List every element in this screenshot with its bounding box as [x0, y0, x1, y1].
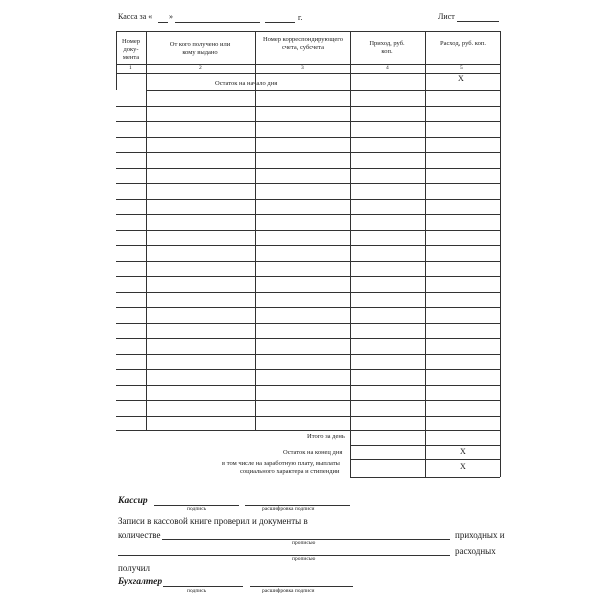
- table-row-line: [116, 121, 500, 122]
- salary-bottom: [350, 477, 500, 478]
- cash-date-quote: »: [169, 12, 173, 21]
- accountant-decoding-line[interactable]: [250, 586, 353, 587]
- table-row-line: [116, 137, 500, 138]
- col-divider-4: [425, 31, 426, 477]
- col-divider-2: [255, 31, 256, 430]
- table-left-border-header: [116, 31, 117, 90]
- table-row-line: [116, 168, 500, 169]
- outgoing-in-words-caption: прописью: [292, 556, 316, 562]
- col-account-text: Номер корреспондирующего счета, субсчета: [262, 36, 344, 51]
- accountant-signature-caption: подпись: [187, 588, 207, 594]
- sheet-label: Лист: [438, 12, 455, 21]
- table-row-line: [116, 385, 500, 386]
- col-expense-header: [440, 40, 486, 48]
- table-row-line: [116, 416, 500, 417]
- table-row-line: [116, 261, 500, 262]
- table-right-border: [500, 31, 501, 477]
- day-total-bottom: [350, 445, 500, 446]
- closing-balance-bottom: [350, 459, 500, 460]
- day-field[interactable]: [158, 22, 168, 23]
- numbers-separator: [116, 73, 500, 74]
- table-row-line: [116, 245, 500, 246]
- table-row-line: [116, 230, 500, 231]
- table-row-line: [116, 106, 500, 107]
- opening-balance-label: Остаток на начало дня: [215, 80, 278, 87]
- cash-date-prefix: Касса за «: [118, 12, 153, 21]
- table-row-line: [116, 292, 500, 293]
- totals-top-border: [116, 430, 500, 431]
- col-number-5: 5: [460, 65, 463, 71]
- col-account-header: [256, 36, 350, 52]
- year-field[interactable]: [265, 22, 295, 23]
- col-expense-text: Расход, руб. коп.: [440, 40, 486, 47]
- table-row-line: [116, 276, 500, 277]
- cashier-label: Кассир: [118, 496, 148, 506]
- accountant-signature-line[interactable]: [163, 586, 243, 587]
- col-divider-3: [350, 31, 351, 477]
- table-row-line: [146, 90, 500, 91]
- col-number-3: 3: [301, 65, 304, 71]
- col-income-text: Приход, руб. коп.: [369, 40, 405, 55]
- quantity-label: количестве: [118, 530, 161, 540]
- incoming-in-words-caption: прописью: [292, 540, 316, 546]
- accountant-decoding-caption: расшифровка подписи: [262, 588, 315, 594]
- col-doc-number-header: [116, 38, 146, 62]
- salary-mark: X: [460, 462, 466, 471]
- col-income-header: [364, 40, 410, 56]
- table-row-line: [116, 214, 500, 215]
- year-suffix: г.: [298, 13, 303, 22]
- col-doc-number-text: Номер доку-мента: [121, 38, 141, 61]
- col-number-4: 4: [386, 65, 389, 71]
- month-field[interactable]: [175, 22, 260, 23]
- table-row-line: [116, 354, 500, 355]
- col-from-whom-text: От кого получено или кому выдано: [169, 41, 231, 56]
- salary-label-line1: в том числе на заработную плату, выплаты: [222, 460, 340, 467]
- day-total-label: Итого за день: [307, 433, 345, 440]
- table-row-line: [116, 369, 500, 370]
- outgoing-quantity-line[interactable]: [118, 555, 450, 556]
- closing-balance-label: Остаток на конец дня: [283, 449, 343, 456]
- table-row-line: [116, 199, 500, 200]
- table-row-line: [116, 338, 500, 339]
- table-row-line: [116, 323, 500, 324]
- col-divider-1: [146, 31, 147, 430]
- sheet-number-field[interactable]: [457, 21, 499, 22]
- table-row-line: [116, 400, 500, 401]
- opening-balance-expense-mark: X: [458, 74, 464, 83]
- cashier-decoding-caption: расшифровка подписи: [262, 506, 315, 512]
- accountant-label: Бухгалтер: [118, 577, 163, 587]
- col-from-whom-header: [164, 41, 236, 57]
- col-number-2: 2: [199, 65, 202, 71]
- col-number-1: 1: [129, 65, 132, 71]
- outgoing-suffix: расходных: [455, 546, 496, 556]
- table-top-border: [116, 31, 500, 32]
- incoming-suffix: приходных и: [455, 530, 505, 540]
- table-row-line: [116, 152, 500, 153]
- table-row-line: [116, 183, 500, 184]
- received-label: получил: [118, 563, 151, 573]
- checked-statement: Записи в кассовой книге проверил и документы в: [118, 516, 308, 526]
- table-row-line: [116, 307, 500, 308]
- closing-balance-mark: X: [460, 447, 466, 456]
- header-separator: [116, 64, 500, 65]
- salary-label-line2: социального характера и стипендии: [240, 468, 340, 475]
- cashier-signature-caption: подпись: [187, 506, 207, 512]
